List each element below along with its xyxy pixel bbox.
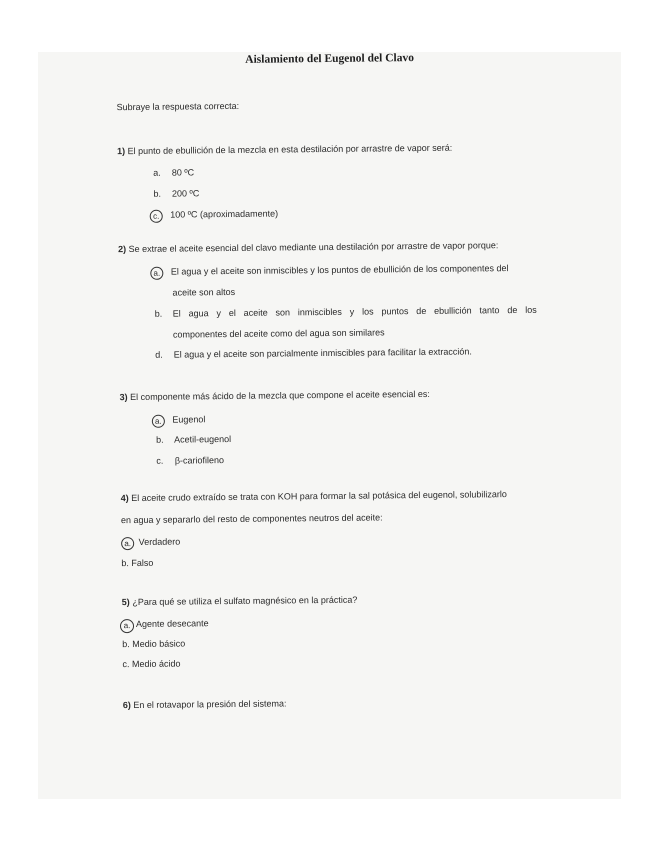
question-1 xyxy=(117,144,452,157)
q1-option-b xyxy=(153,189,199,198)
q4-option-b-label: b. xyxy=(121,558,129,569)
q1-option-c-text: 100 ºC (aproximadamente) xyxy=(170,208,279,220)
q3-option-b-text: Acetil-eugenol xyxy=(174,433,232,445)
document-content xyxy=(38,52,621,799)
q2-option-b-label: b. xyxy=(154,308,163,319)
question-4-text-1: El aceite crudo extraído se trata con KOH para formar la sal potásica del eugenol, solubilizarlo xyxy=(131,489,507,504)
q2-option-d xyxy=(155,347,472,359)
question-6 xyxy=(123,699,287,710)
document-title: Aislamiento del Eugenol del Clavo xyxy=(245,52,414,66)
q1-option-a-text: 80 ºC xyxy=(171,167,195,178)
question-2 xyxy=(118,241,498,254)
question-6-number: 6) xyxy=(122,700,131,711)
question-4-number: 4) xyxy=(120,493,129,504)
q2-option-a-text-1: El agua y el aceite son inmiscibles y los puntos de ebullición de los componentes del xyxy=(170,263,509,277)
q3-option-b-label: b. xyxy=(156,434,164,445)
q5-option-b-label: b. xyxy=(122,639,130,650)
question-3-number: 3) xyxy=(119,392,128,403)
q2-option-a xyxy=(150,263,508,280)
question-4-text-2: en agua y separarlo del resto de componentes neutros del aceite: xyxy=(120,512,383,526)
question-1-text: El punto de ebullición de la mezcla en esta destilación por arrastre de vapor será: xyxy=(127,142,453,157)
q2-option-d-label: d. xyxy=(155,349,163,360)
q1-option-c-label: c. xyxy=(150,210,163,223)
question-5 xyxy=(122,596,358,607)
q2-option-d-text: El agua y el aceite son parcialmente inmiscibles para facilitar la extracción. xyxy=(173,346,472,360)
q5-option-a-text: Agente desecante xyxy=(135,618,209,630)
question-6-text: En el rotavapor la presión del sistema: xyxy=(133,698,287,711)
question-2-number: 2) xyxy=(118,244,127,255)
q5-option-a-label: a. xyxy=(120,619,134,633)
q1-option-b-text: 200 ºC xyxy=(171,188,200,199)
question-2-text: Se extrae el aceite esencial del clavo mediante una destilación por arrastre de vapor porque: xyxy=(128,240,499,255)
q3-option-a-text: Eugenol xyxy=(172,414,206,425)
q1-option-b-label: b. xyxy=(153,188,162,199)
q2-option-a-label: a. xyxy=(150,267,163,280)
question-5-number: 5) xyxy=(121,597,130,608)
question-1-number: 1) xyxy=(116,146,126,157)
q5-option-c-text: Medio ácido xyxy=(131,658,181,670)
q4-option-a xyxy=(121,537,180,551)
q4-option-b xyxy=(121,559,153,568)
question-4 xyxy=(121,490,507,503)
q3-option-b xyxy=(156,435,231,445)
q2-option-b-text-1: El agua y el aceite son inmiscibles y los puntos de ebullición tanto de los xyxy=(172,304,537,319)
q5-option-c xyxy=(122,660,180,670)
q4-option-a-label: a. xyxy=(121,537,134,550)
q5-option-c-label: c. xyxy=(122,659,130,670)
q5-option-a xyxy=(120,618,209,633)
q2-option-b-label-wrap xyxy=(155,310,171,319)
q5-option-b-text: Medio básico xyxy=(132,638,186,650)
q3-option-a xyxy=(152,414,206,428)
question-3-text: El componente más ácido de la mezcla que compone el aceite esencial es: xyxy=(130,388,430,403)
q2-option-b-text-2: componentes del aceite como del agua son similares xyxy=(172,327,385,340)
q5-option-b xyxy=(122,639,185,649)
q1-option-a-label: a. xyxy=(153,167,161,178)
question-5-text: ¿Para qué se utiliza el sulfato magnésico en la práctica? xyxy=(132,594,358,608)
q3-option-a-label: a. xyxy=(152,415,165,428)
document-page xyxy=(38,52,621,799)
instruction-text: Subraye la respuesta correcta: xyxy=(116,100,240,113)
q3-option-c-text: β-cariofileno xyxy=(174,455,225,466)
q1-option-a xyxy=(153,168,194,177)
q3-option-c-label: c. xyxy=(156,455,164,466)
q2-option-a-text-2: aceite son altos xyxy=(172,286,236,298)
q4-option-a-text: Verdadero xyxy=(138,536,181,547)
q3-option-c xyxy=(156,456,224,466)
question-3 xyxy=(120,390,430,402)
q1-option-c xyxy=(150,208,278,222)
q4-option-b-text: Falso xyxy=(131,557,154,569)
